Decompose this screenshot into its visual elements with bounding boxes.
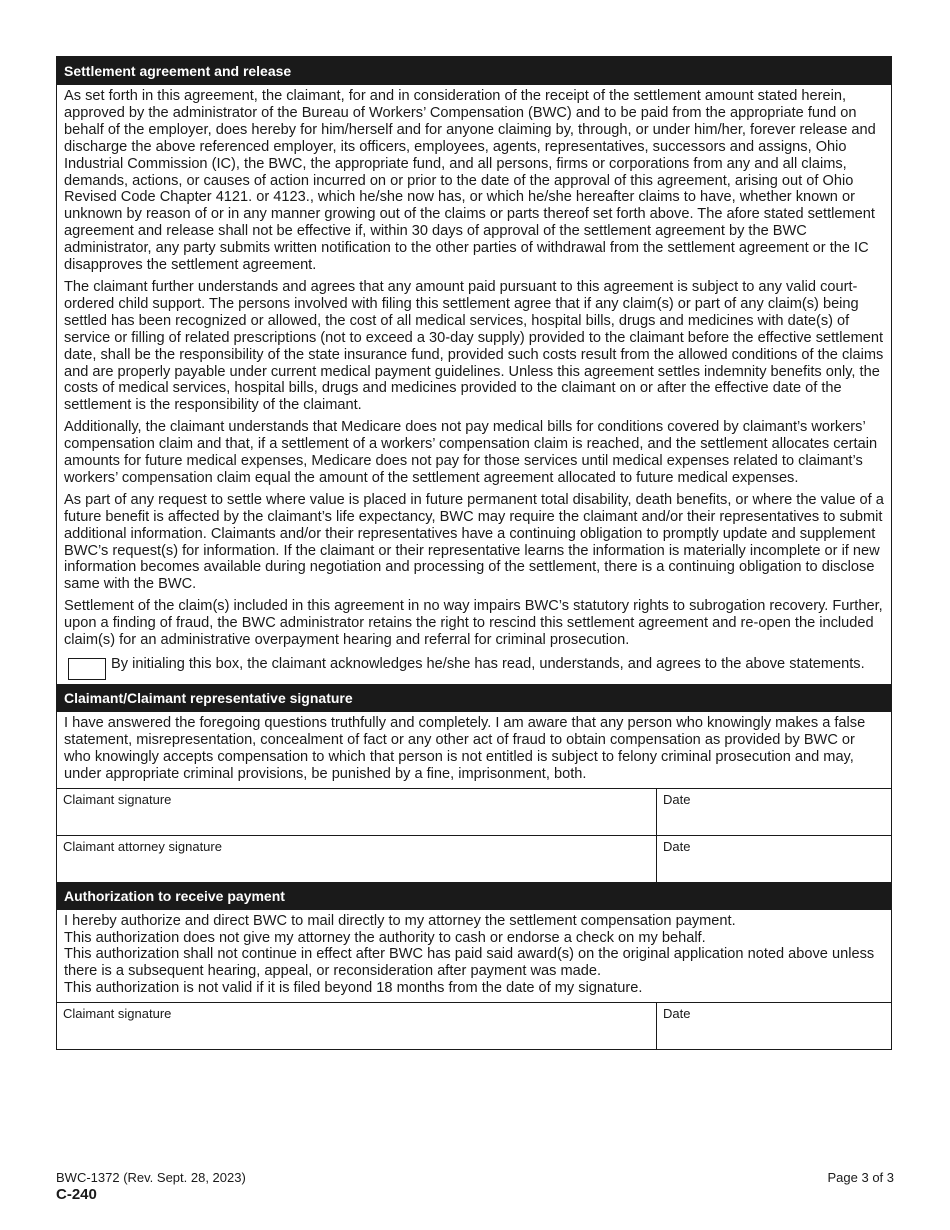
settlement-form — [56, 56, 892, 1050]
form-number: C-240 — [56, 1186, 97, 1203]
date-label: Date — [663, 1006, 691, 1022]
authorization-date-field[interactable] — [657, 1003, 891, 1049]
claimant-date-field[interactable] — [657, 789, 891, 835]
signature-header: Claimant/Claimant representative signature — [57, 684, 891, 712]
authorization-text — [57, 910, 891, 1003]
authorization-line: This authorization does not give my attorney the authority to cash or endorse a check on my behalf. — [64, 929, 706, 946]
settlement-paragraph: The claimant further understands and agrees that any amount paid pursuant to this agreement is subject to any valid court-ordered child support. The persons involved with filing this settlement agree that if any claim(s) or part of any claim(s) being settled has been recognized or allowed, the cost of all medical services, hospital bills, drugs and medicines with date(s) of service or filling of related prescriptions (not to exceed a 30-day supply) provided to the claimant before the effective settlement date, shall be the responsibility of the state insurance fund, provided such costs result from the allowed conditions of the claims and are properly payable under current medical payment guidelines. Unless this agreement settles indemnity benefits only, the costs of medical services, hospital bills, drugs and medicines provided to the claimant on or after the effective date of the settlement is the responsibility of the claimant. — [64, 278, 884, 414]
settlement-paragraph: Additionally, the claimant understands that Medicare does not pay medical bills for conditions covered by claimant’s workers’ compensation claim and that, if a settlement of a workers’ compensation claim is reached, and the settlement allocates certain amounts for future medical expenses, Medicare does not pay for those services until medical expenses related to claimant’s workers’ compensation claim equal the amount of the settlement agreement allocated to future medical expenses. — [64, 419, 878, 486]
acknowledgement-row — [57, 654, 891, 684]
settlement-paragraph: As part of any request to settle where value is placed in future permanent total disability, death benefits, or where the value of a future benefit is affected by the claimant’s life expectancy, BWC may require the claimant and/or their representatives to submit additional information. Claimants and/or their representatives have a continuing obligation to promptly update and supplement BWC’s request(s) for information. If the claimant or their representative learns the information is materially incomplete or if new information becomes available during negotiation and processing of the settlement, there is a continuing obligation to disclose same with the BWC. — [64, 491, 884, 593]
claimant-signature-label: Claimant signature — [63, 1006, 172, 1022]
authorization-signature-field[interactable] — [57, 1003, 657, 1049]
authorization-header: Authorization to receive payment — [57, 882, 891, 910]
attorney-date-field[interactable] — [657, 836, 891, 882]
attorney-signature-row — [57, 835, 891, 882]
settlement-header: Settlement agreement and release — [57, 57, 891, 85]
authorization-signature-row — [57, 1002, 891, 1049]
signature-statement: I have answered the foregoing questions truthfully and completely. I am aware that any person who knowingly makes a false statement, misrepresentation, concealment of fact or any other act of fraud to obtain compensation as provided by BWC or who knowingly accepts compensation to which that person is not entitled is subject to felony criminal prosecution and may, under appropriate criminal provisions, be punished by a fine, imprisonment, both. — [64, 715, 866, 782]
attorney-signature-label: Claimant attorney signature — [63, 838, 222, 854]
authorization-line: This authorization is not valid if it is filed beyond 18 months from the date of my signature. — [64, 980, 643, 997]
date-label: Date — [663, 838, 691, 854]
date-label: Date — [663, 791, 691, 807]
settlement-paragraph: As set forth in this agreement, the claimant, for and in consideration of the receipt of the settlement amount stated herein, approved by the administrator of the Bureau of Workers’ Compensation (BWC) and to be paid from the appropriate fund on behalf of the employer, does hereby for him/herself and for anyone claiming by, through, or under him/her, forever release and discharge the above referenced employer, its officers, employees, agents, representatives, successors and assigns, Ohio Industrial Commission (IC), the BWC, the appropriate fund, and all persons, firms or corporations from any and all claims, demands, actions, or causes of action incurred on or prior to the date of the approval of this agreement, arising out of Ohio Revised Code Chapter 4121. or 4123., which he/she now has, or which he/she hereafter claims to have, whether known or unknown by reason of or in any manner growing out of the claims or parts thereof set forth above. The afore stated settlement agreement and release shall not be effective if, within 30 days of approval of the settlement agreement by the BWC administrator, any party submits written notification to the other parties of withdrawal from the settlement agreement or the IC disapproves the settlement agreement. — [64, 88, 876, 274]
settlement-text — [57, 85, 891, 649]
settlement-paragraph: Settlement of the claim(s) included in this agreement in no way impairs BWC’s statutory rights to subrogation recovery. Further, upon a finding of fraud, the BWC administrator retains the right to rescind this settlement agreement and re-open the included claim(s) for an administrative overpayment hearing and referral for criminal prosecution. — [64, 598, 883, 649]
acknowledgement-text: By initialing this box, the claimant acknowledges he/she has read, understands, and agrees to the above statements. — [111, 656, 865, 672]
form-revision: BWC-1372 (Rev. Sept. 28, 2023) — [56, 1170, 246, 1185]
claimant-signature-field[interactable] — [57, 789, 657, 835]
authorization-line: This authorization shall not continue in effect after BWC has paid said award(s) on the original application noted above unless there is a subsequent hearing, appeal, or reconsideration after payment was made. — [64, 946, 875, 980]
claimant-signature-label: Claimant signature — [63, 791, 172, 807]
attorney-signature-field[interactable] — [57, 836, 657, 882]
authorization-line: I hereby authorize and direct BWC to mail directly to my attorney the settlement compensation payment. — [64, 912, 736, 929]
initials-box[interactable] — [68, 658, 106, 680]
page-number: Page 3 of 3 — [827, 1170, 894, 1185]
claimant-signature-row — [57, 788, 891, 835]
